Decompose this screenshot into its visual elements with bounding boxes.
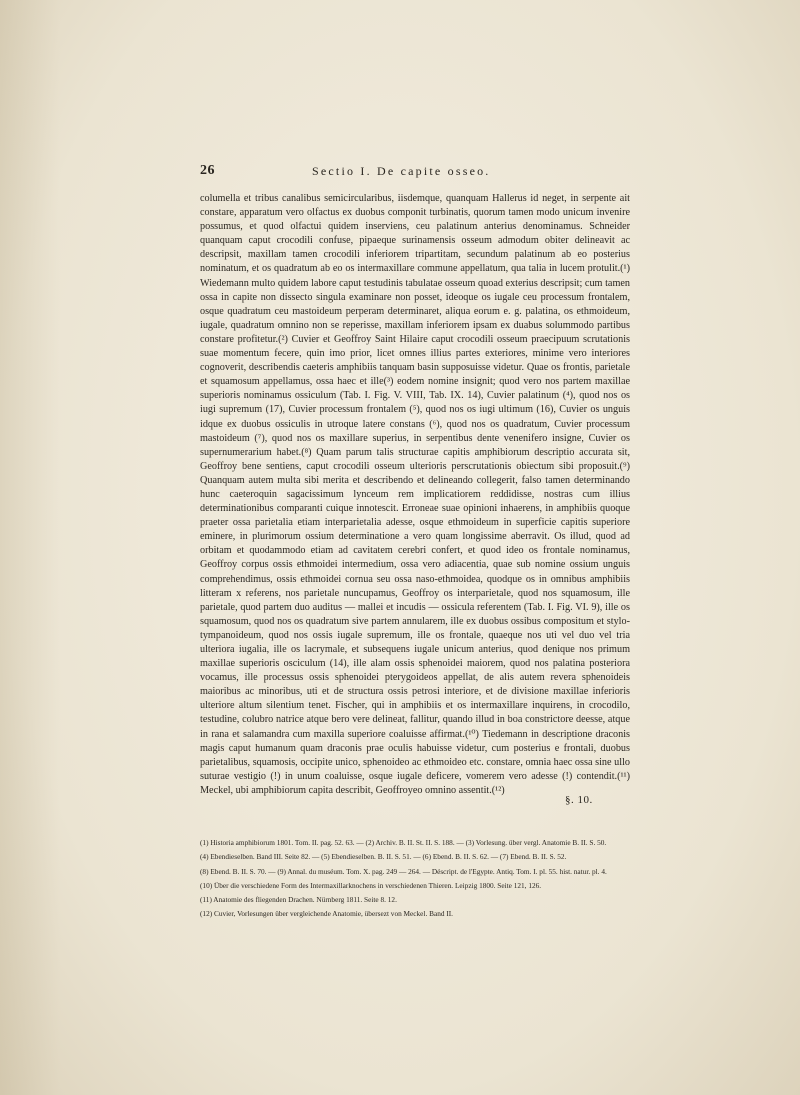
footnote: (4) Ebendieselben. Band III. Seite 82. — (5) Ebendieselben. B. II. S. 51. — (6) Ebend. B. II. S. 62. — (7) Ebend. B. II. S. 52. [200,852,567,862]
footnote: (1) Historia amphibiorum 1801. Tom. II. pag. 52. 63. — (2) Archiv. B. II. St. II. S. 188. — (3) Vorlesung. über vergl. Anatomie B. II. S. 50. [200,838,607,847]
footnote: (12) Cuvier, Vorlesungen über vergleichende Anatomie, übersezt von Meckel. Band II. [200,909,453,919]
page-edge-shading [0,0,60,1095]
page-number: 26 [200,163,215,178]
footnote: (8) Ebend. B. II. S. 70. — (9) Annal. du muséum. Tom. X. pag. 249 — 264. — Déscript. de l'Egypte. Antiq. Tom. I. pl. 55. hist. natur. pl. 4. [200,866,607,876]
text-paragraph: columella et tribus canalibus semicircularibus, iisdemque, quanquam Hallerus id neget, in serpente ait constare, apparatum vero olfactus ex duobus componit turbinatis, quorum tamen modo unicum invenire possumus, et quod olfactui quidem inserviens, ceu palatinum anterius denominamus. Schneider quanquam caput crocodili confuse, pipaeque surinamensis osseum admodum obiter delineavit ac descripsit, maxillam tamen crocodili inferiorem tripartitam, secundum palatinum ab eo posterius nominatum, et os quadratum ab eo os intermaxillare commune appellatum, qua talia in lucem protulit.(¹) Wiedemann multo quidem labore caput testudinis tabulatae osseum quoad exterius descripsit; cum tamen ossa in capite non dissecto singula examinare non posset, ideoque os iugale ceu processum frontalem, osque quadratum ceu mastoideum perperam determinaret, aliqua eorum e. g. palatina, os ethmoideum, iugale, quadratum omnino non se reperisse, maxillam inferiorem ipsam ex duabus solummodo partibus constare profitetur.(²) Cuvier et Geoffroy Saint Hilaire caput crocodili osseum praecipuum scrutationis suae momentum fecere, quin imo prior, licet omnes illius partes exteriores, minime vero interiores cognoverit, describendis caeteris amphibiis tanquam basin supposuisse videtur. Quae os frontis, parietale et squamosum appellamus, ossa haec et ille(³) eodem nomine insignit; quod vero nos partem maxillae superioris nominamus ossiculum (Tab. I. Fig. V. VIII, Tab. IX. 14), Cuvier palatinum (⁴), quod nos os iugi supremum (17), Cuvier processum frontalem (⁵), quod nos os iugi ultimum (16), Cuvier os unguis idque ex duobus ossiculis in utroque latere constans (⁶), quod nos os quadratum, Cuvier processum mastoideum (⁷), quod nos os maxillare superius, in serpentibus dente venenifero insigne, Cuvier os supernumerarium habet.(⁸) Quam parum talis structurae capitis amphibiorum descriptio accurata sit, Geoffroy bene sentiens, caput crocodili osseum ulterioris perscrutationis obiectum sibi proposuit.(⁹) Quanquam autem multa sibi merita et describendo et delineando collegerit, falso tamen determinando hunc caeteroquin sagacissimum lynceum rem implicatiorem reddidisse, nostras cum illius determinationibus comparanti cuique innotescit. Erroneae suae opinioni inhaerens, in amphibiis quoque praeter ossa parietalia etiam interparietalia adesse, osque ethmoideum in superficie capitis superiore eminere, in plurimorum ossium determinatione a vero quam longissime aberravit. Os illud, quod ad orbitam et quodammodo etiam ad cavitatem cerebri confert, et quod ideo os frontale nominamus, Geoffroy corpus ossis ethmoidei intermedium, ossa vero adiacentia, quae sub nomine ossium unguis comprehendimus, ossis ethmoidei cornua seu ossa naso-ethmoidea, quodque os in omnibus amphibiis litteram x referens, nos parietale nuncupamus, Geoffroy os interparietale, quod nos squamosum, ille parietale, quod partem duo auditus — mallei et incudis — ossicula referentem (Tab. I. Fig. VI. 9), ille os squamosum, quod nos os quadratum sive partem annularem, ille ex duobus ossibus compositum et stylo-tympanoideum, quod nos ossis iugale supremum, ille os frontale, quaeque nos uti vel duo vel tria ulteriora iugalia, ille os lacrymale, et subsequens iugale unicum anterius, quod denique nos primum maxillae superioris osciculum (14), ille alam ossis sphenoidei maiorem, quod nos palatina posteriora vocamus, ille processus ossis sphenoidei pterygoideos appellat, de alis autem revera sphenoideis maioribus ac minoribus, uti et de structura ossis petrosi interiore, et de divisione maxillae inferioris ulteriore altum silentium tenet. Fischer, qui in amphibiis et os intermaxillare inquirens, in crocodilo, testudine, colubro natrice atque bero vere delineat, fallitur, quando illud in boa constrictore deesse, atque in rana et salamandra cum maxilla superiore coaluisse affirmat.(¹⁰) Tiedemann in descriptione draconis magis caput humanum quam draconis prae oculis habuisse videtur, cum posterius e frontali, duobus parietalibus, squamosis, occipite unico, sphenoideo ac ethmoideo etc. constare, omnia haec ossa sine ullo suturae vestigio (!) in unum coaluisse, osque iugale deficere, vomerem vero adesse (!) contendit.(¹¹) Meckel, ubi amphibiorum capita describit, Geoffroyeo omnino assentit.(¹²) [200,193,630,796]
section-mark: §. 10. [565,794,593,806]
page-header [200,163,530,185]
running-head: Sectio I. De capite osseo. [312,164,491,178]
main-text [200,192,630,798]
footnote: (10) Über die verschiedene Form des Intermaxillarknochens in verschiedenen Thieren. Leipzig 1800. Seite 121, 126. [200,880,542,890]
footnotes [200,836,630,922]
footnote: (11) Anatomie des fliegenden Drachen. Nürnberg 1811. Seite 8. 12. [200,895,397,905]
